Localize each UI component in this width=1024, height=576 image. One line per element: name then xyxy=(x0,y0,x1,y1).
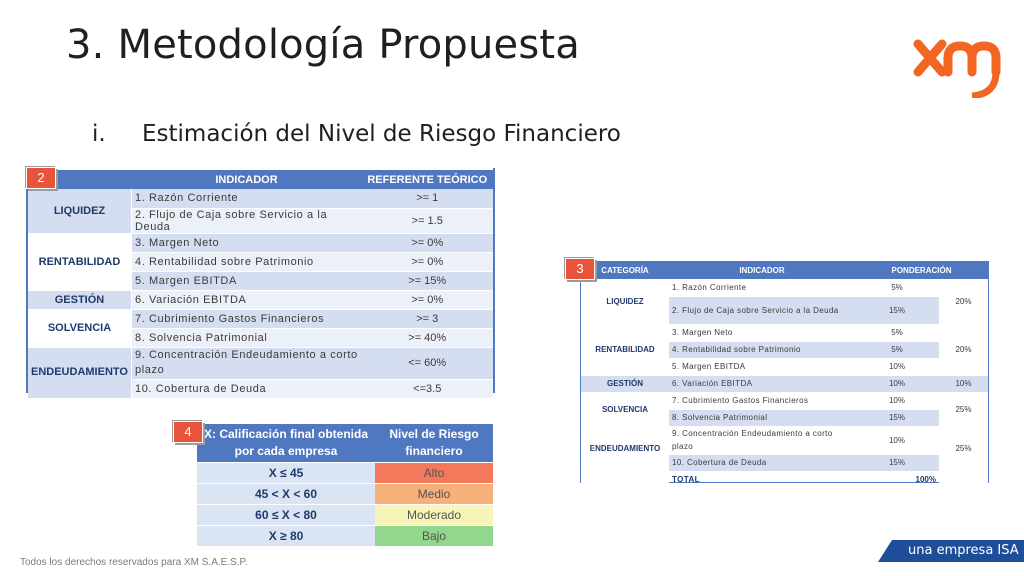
table-row xyxy=(197,483,493,504)
subtitle-text: Estimación del Nivel de Riesgo Financiero xyxy=(142,121,621,147)
weight-cell: 15% xyxy=(855,296,939,324)
weight-cell: 15% xyxy=(855,409,939,426)
score-range-cell: X ≤ 45 xyxy=(197,462,375,483)
indicator-cell: 10. Cobertura de Deuda xyxy=(131,379,361,398)
table-row xyxy=(197,462,493,483)
total-row xyxy=(581,471,988,488)
weight-cell: 5% xyxy=(855,341,939,358)
table-row xyxy=(28,347,493,379)
indicator-cell: 4. Rentabilidad sobre Patrimonio xyxy=(669,341,855,358)
indicator-cell: 9. Concentración Endeudamiento a corto plazo xyxy=(669,426,855,454)
score-range-cell: X ≥ 80 xyxy=(197,525,375,546)
group-weight-cell: 20% xyxy=(939,324,988,375)
table-header-row xyxy=(581,262,988,279)
table-header-row xyxy=(197,424,493,462)
group-weight-cell: 20% xyxy=(939,279,988,324)
weight-cell: 10% xyxy=(855,426,939,454)
weight-cell: 10% xyxy=(855,392,939,409)
weight-cell: 10% xyxy=(855,375,939,392)
table-row xyxy=(28,290,493,309)
indicator-cell: 7. Cubrimiento Gastos Financieros xyxy=(669,392,855,409)
badge-2: 2 xyxy=(26,167,56,189)
indicator-cell: 5. Margen EBITDA xyxy=(669,358,855,375)
header-ponderacion: PONDERACIÓN xyxy=(855,262,988,279)
weighting-table xyxy=(581,262,988,489)
risk-level-cell: Alto xyxy=(375,462,493,483)
slide-subtitle xyxy=(92,121,621,147)
weight-cell: 10% xyxy=(855,358,939,375)
header-risk-level: Nivel de Riesgo financiero xyxy=(375,424,493,462)
badge-4: 4 xyxy=(173,421,203,443)
subtitle-number: i. xyxy=(92,121,106,147)
indicator-cell: 6. Variación EBITDA xyxy=(131,290,361,309)
category-cell: SOLVENCIA xyxy=(581,392,669,426)
reference-cell: <= 60% xyxy=(361,347,493,379)
slide-title: 3. Metodología Propuesta xyxy=(66,22,580,68)
category-cell: ENDEUDAMIENTO xyxy=(28,347,131,398)
indicator-cell: 4. Rentabilidad sobre Patrimonio xyxy=(131,252,361,271)
total-spacer xyxy=(581,471,669,488)
reference-cell: >= 0% xyxy=(361,290,493,309)
score-range-cell: 60 ≤ X < 80 xyxy=(197,504,375,525)
total-value: 100% xyxy=(855,471,939,488)
category-cell: LIQUIDEZ xyxy=(28,189,131,233)
table-header-row xyxy=(28,170,493,189)
table-row xyxy=(28,189,493,208)
indicator-cell: 2. Flujo de Caja sobre Servicio a la Deuda xyxy=(669,296,855,324)
badge-3: 3 xyxy=(565,258,595,280)
reference-cell: <=3.5 xyxy=(361,379,493,398)
table-row xyxy=(197,525,493,546)
reference-cell: >= 40% xyxy=(361,328,493,347)
group-weight-cell: 25% xyxy=(939,392,988,426)
indicator-cell: 8. Solvencia Patrimonial xyxy=(131,328,361,347)
reference-cell: >= 0% xyxy=(361,233,493,252)
category-cell: GESTIÓN xyxy=(28,290,131,309)
indicator-cell: 8. Solvencia Patrimonial xyxy=(669,409,855,426)
table-row xyxy=(581,426,988,454)
table-row xyxy=(581,324,988,341)
table-row xyxy=(581,392,988,409)
weight-cell: 5% xyxy=(855,279,939,296)
weight-cell: 15% xyxy=(855,454,939,471)
reference-cell: >= 1 xyxy=(361,189,493,208)
category-cell: ENDEUDAMIENTO xyxy=(581,426,669,471)
category-cell: RENTABILIDAD xyxy=(581,324,669,375)
table-row xyxy=(197,504,493,525)
risk-level-cell: Medio xyxy=(375,483,493,504)
category-cell: SOLVENCIA xyxy=(28,309,131,347)
indicator-cell: 10. Cobertura de Deuda xyxy=(669,454,855,471)
risk-level-cell: Moderado xyxy=(375,504,493,525)
indicator-cell: 2. Flujo de Caja sobre Servicio a la Deuda xyxy=(131,208,361,233)
header-indicador: INDICADOR xyxy=(131,170,361,189)
table-row xyxy=(28,233,493,252)
indicator-cell: 9. Concentración Endeudamiento a corto plazo xyxy=(131,347,361,379)
header-score: X: Calificación final obtenida por cada empresa xyxy=(197,424,375,462)
category-cell: GESTIÓN xyxy=(581,375,669,392)
footer-copyright: Todos los derechos reservados para XM S.A.E.S.P. xyxy=(20,557,248,568)
category-cell: RENTABILIDAD xyxy=(28,233,131,290)
table-row xyxy=(28,309,493,328)
reference-cell: >= 15% xyxy=(361,271,493,290)
group-weight-cell: 25% xyxy=(939,426,988,471)
indicator-cell: 3. Margen Neto xyxy=(131,233,361,252)
indicator-cell: 5. Margen EBITDA xyxy=(131,271,361,290)
indicator-cell: 1. Razón Corriente xyxy=(131,189,361,208)
reference-cell: >= 0% xyxy=(361,252,493,271)
total-label: TOTAL xyxy=(669,471,855,488)
category-cell: LIQUIDEZ xyxy=(581,279,669,324)
header-categoria: CATEGORÍA xyxy=(581,262,669,279)
xm-logo xyxy=(912,24,1012,98)
indicator-cell: 3. Margen Neto xyxy=(669,324,855,341)
reference-cell: >= 3 xyxy=(361,309,493,328)
group-weight-cell: 10% xyxy=(939,375,988,392)
table-row xyxy=(581,375,988,392)
risk-level-table xyxy=(197,424,493,546)
score-range-cell: 45 < X < 60 xyxy=(197,483,375,504)
total-spacer-right xyxy=(939,471,988,488)
indicator-cell: 1. Razón Corriente xyxy=(669,279,855,296)
header-referente: REFERENTE TEÓRICO xyxy=(361,170,493,189)
header-indicador: INDICADOR xyxy=(669,262,855,279)
risk-level-cell: Bajo xyxy=(375,525,493,546)
brand-tagline: una empresa ISA xyxy=(908,543,1019,558)
weight-cell: 5% xyxy=(855,324,939,341)
indicator-cell: 6. Variación EBITDA xyxy=(669,375,855,392)
indicator-cell: 7. Cubrimiento Gastos Financieros xyxy=(131,309,361,328)
indicator-reference-table xyxy=(28,170,493,399)
reference-cell: >= 1.5 xyxy=(361,208,493,233)
table-row xyxy=(581,279,988,296)
